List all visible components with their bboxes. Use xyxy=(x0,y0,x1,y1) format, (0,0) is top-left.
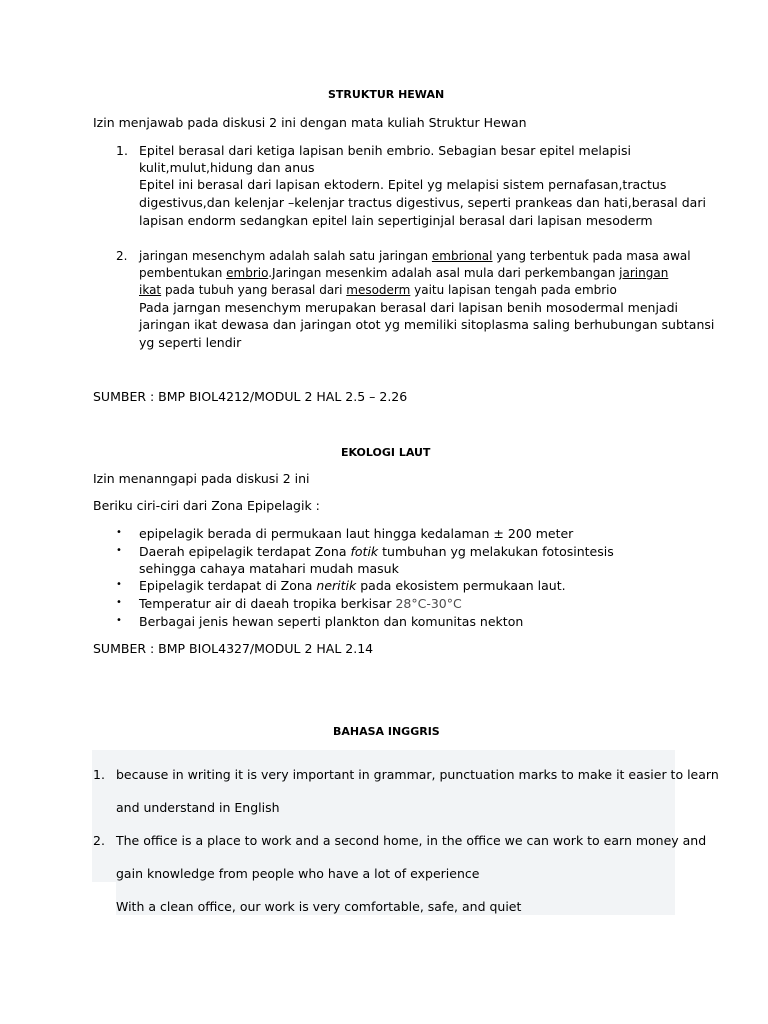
section-title-bahasa-inggris: BAHASA INGGRIS xyxy=(333,725,440,738)
list-item-line: ikat pada tubuh yang berasal dari mesoderm yaitu lapisan tengah pada embrio xyxy=(139,283,617,297)
bullet-item: Daerah epipelagik terdapat Zona fotik tumbuhan yg melakukan fotosintesis xyxy=(139,544,614,559)
section-title-struktur-hewan: STRUKTUR HEWAN xyxy=(328,88,445,101)
bullet-item: Temperatur air di daeah tropika berkisar 28°C-30°C xyxy=(139,596,462,611)
source-ekologi-laut: SUMBER : BMP BIOL4327/MODUL 2 HAL 2.14 xyxy=(93,641,374,656)
list-item-line: jaringan mesenchym adalah salah satu jaringan embrional yang terbentuk pada masa awal xyxy=(139,249,691,263)
bullet-icon: • xyxy=(116,545,122,556)
bullet-item: epipelagik berada di permukaan laut hingga kedalaman ± 200 meter xyxy=(139,526,574,541)
section-title-ekologi-laut: EKOLOGI LAUT xyxy=(341,446,431,459)
list-number: 1. xyxy=(93,767,105,782)
list-number: 2. xyxy=(116,249,128,263)
list-item-line: jaringan ikat dewasa dan jaringan otot yg memiliki sitoplasma saling berhubungan subtansi xyxy=(139,317,715,332)
lead-ekologi-laut: Beriku ciri-ciri dari Zona Epipelagik : xyxy=(93,498,320,513)
bullet-icon: • xyxy=(116,597,122,608)
bullet-icon: • xyxy=(116,615,122,626)
list-item-line: gain knowledge from people who have a lot of experience xyxy=(116,866,480,881)
list-number: 1. xyxy=(116,143,128,158)
bullet-item-continuation: sehingga cahaya matahari mudah masuk xyxy=(139,561,399,576)
list-item-line: kulit,mulut,hidung dan anus xyxy=(139,160,315,175)
list-item-line: and understand in English xyxy=(116,800,280,815)
list-item-line: With a clean office, our work is very comfortable, safe, and quiet xyxy=(116,899,522,914)
bullet-icon: • xyxy=(116,527,122,538)
list-item-line: lapisan endorm sedangkan epitel lain sepertiginjal berasal dari lapisan mesoderm xyxy=(139,213,653,228)
list-item-line: Pada jarngan mesenchym merupakan berasal dari lapisan benih mosodermal menjadi xyxy=(139,300,678,315)
list-item-line: because in writing it is very important in grammar, punctuation marks to make it easier to learn xyxy=(116,767,719,782)
list-item-line: yg seperti lendir xyxy=(139,335,242,350)
list-item-line: Epitel ini berasal dari lapisan ektodern. Epitel yg melapisi sistem pernafasan,tractus xyxy=(139,177,667,192)
list-item-line: pembentukan embrio.Jaringan mesenkim adalah asal mula dari perkembangan jaringan xyxy=(139,266,669,280)
list-item-line: digestivus,dan kelenjar –kelenjar tractus digestivus, seperti prankeas dan hati,berasal dari xyxy=(139,195,706,210)
bullet-item: Berbagai jenis hewan seperti plankton dan komunitas nekton xyxy=(139,614,524,629)
list-item-line: Epitel berasal dari ketiga lapisan benih embrio. Sebagian besar epitel melapisi xyxy=(139,143,631,158)
list-number: 2. xyxy=(93,833,105,848)
intro-struktur-hewan: Izin menjawab pada diskusi 2 ini dengan mata kuliah Struktur Hewan xyxy=(93,115,527,130)
list-item-line: The office is a place to work and a second home, in the office we can work to earn money and xyxy=(116,833,707,848)
bullet-icon: • xyxy=(116,579,122,590)
bullet-item: Epipelagik terdapat di Zona neritik pada ekosistem permukaan laut. xyxy=(139,578,566,593)
intro-ekologi-laut: Izin menanngapi pada diskusi 2 ini xyxy=(93,471,310,486)
source-struktur-hewan: SUMBER : BMP BIOL4212/MODUL 2 HAL 2.5 – 2.26 xyxy=(93,389,408,404)
